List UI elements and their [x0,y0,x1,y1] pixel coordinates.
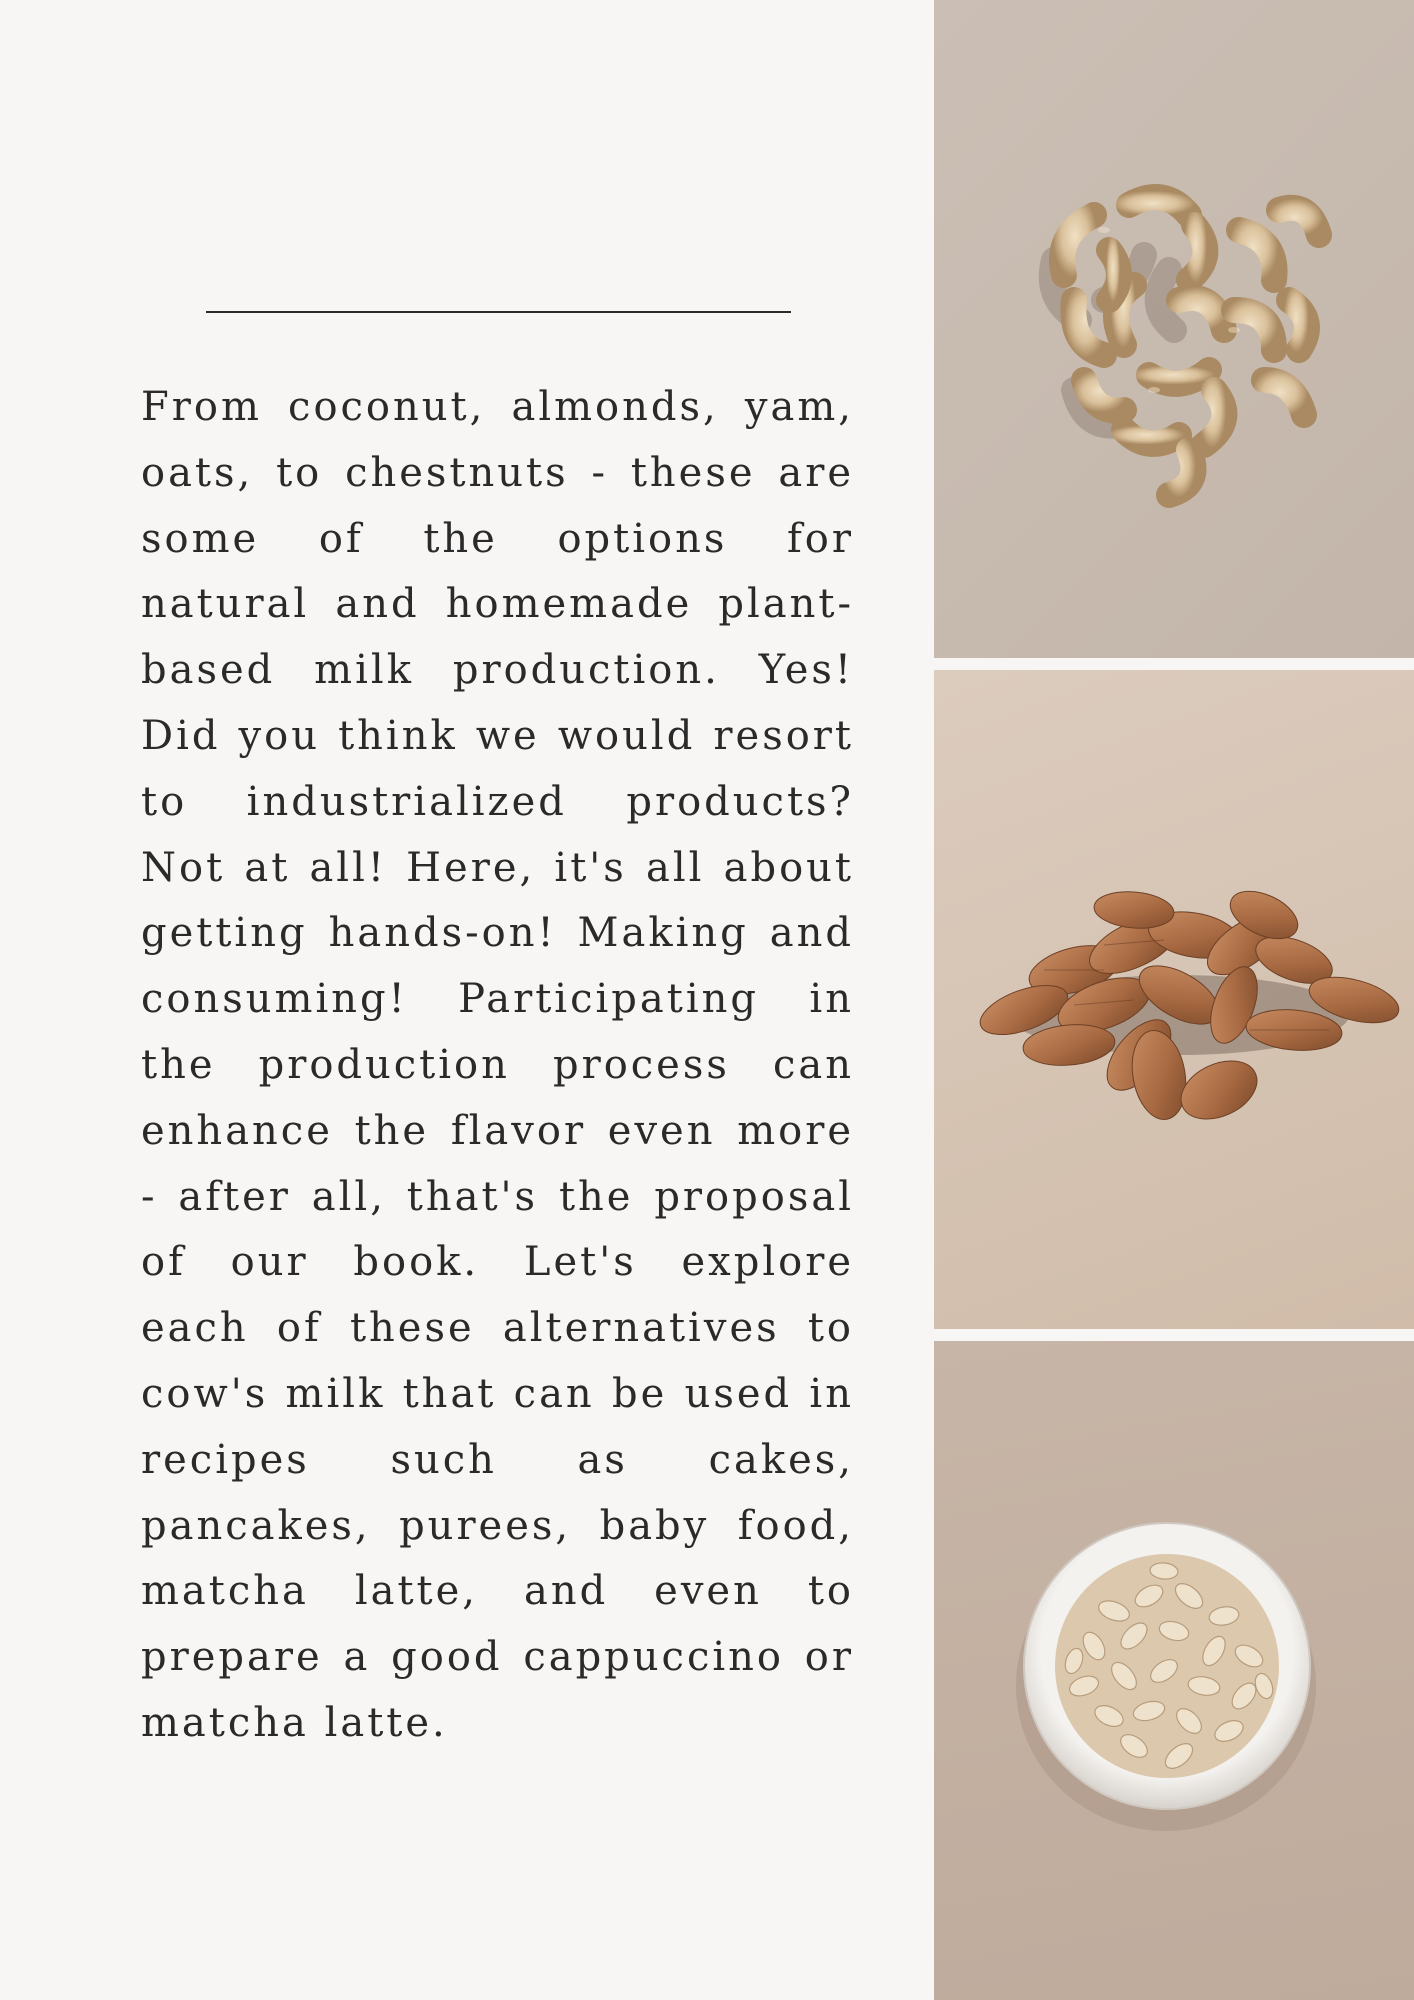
divider-line [206,311,791,313]
almonds-photo [934,670,1414,1329]
cashews-photo [934,0,1414,658]
body-paragraph: From coconut, almonds, yam, oats, to chestnuts - these are some of the options for natural and homemade plant-based milk production. Yes! Did you think we would resort to industrialized products? Not at all! Here, it's all about getting hands-on! Making and consuming! Participating in the production process can enhance the flavor even more - after all, that's the proposal of our book. Let's explore each of these alternatives to cow's milk that can be used in recipes such as cakes, pancakes, purees, baby food, matcha latte, and even to prepare a good cappuccino or matcha latte. [141,384,854,1746]
panel-gap [934,1329,1414,1341]
oats-bowl-photo [934,1341,1414,2000]
panel-gap [934,658,1414,670]
